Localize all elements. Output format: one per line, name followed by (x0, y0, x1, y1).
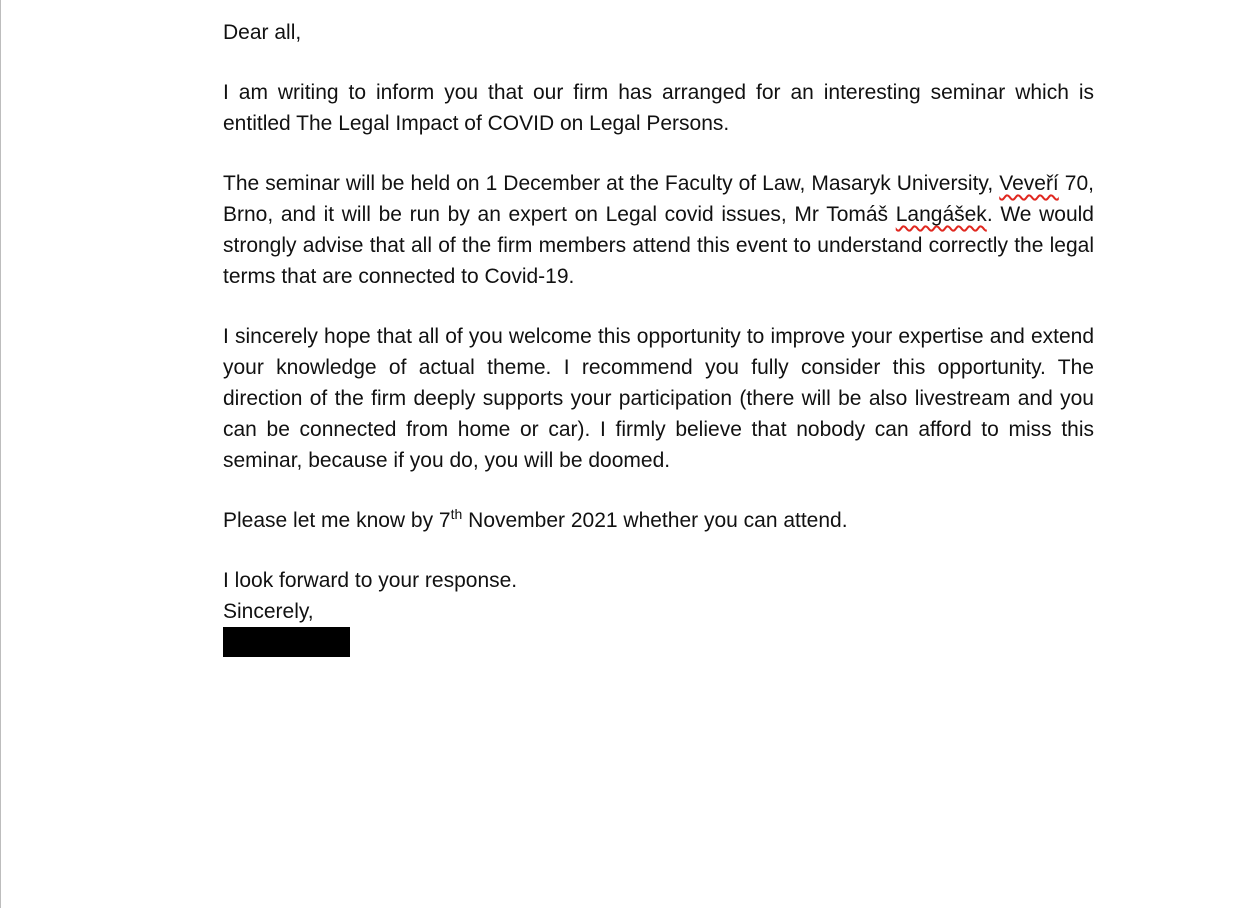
misspelled-word: Langášek (895, 203, 987, 226)
text-fragment: Please let me know by 7 (223, 509, 451, 532)
paragraph-seminar-intro: I am writing to inform you that our firm has arranged for an interesting seminar which is entitled The Legal Impact of COVID on Legal Persons. (223, 81, 1094, 135)
letter-body (223, 17, 1094, 657)
sign-off: Sincerely, (223, 600, 314, 623)
text-fragment: November 2021 whether you can attend. (462, 509, 848, 532)
redacted-signature (223, 627, 350, 657)
paragraph-rsvp (223, 505, 1094, 536)
misspelled-word: Veveří (999, 172, 1059, 195)
paragraph-seminar-details (223, 168, 1094, 292)
paragraph-encouragement: I sincerely hope that all of you welcome this opportunity to improve your expertise and extend your knowledge of actual theme. I recommend you fully consider this opportunity. The direction of the firm deeply supports your participation (there will be also livestream and you can be connected from home or car). I firmly believe that nobody can afford to miss this seminar, because if you do, you will be doomed. (223, 325, 1094, 472)
ordinal-superscript: th (450, 506, 463, 522)
text-fragment: 70, Brno, and it will be run by an expert on Legal covid issues, Mr Tomáš (223, 172, 1094, 226)
text-fragment: . We would strongly advise that all of the firm members attend this event to understand correctly the legal terms that are connected to Covid-19. (223, 203, 1094, 288)
greeting: Dear all, (223, 21, 302, 44)
text-fragment: The seminar will be held on 1 December at the Faculty of Law, Masaryk University, (223, 172, 1000, 195)
closing-line: I look forward to your response. (223, 569, 518, 592)
